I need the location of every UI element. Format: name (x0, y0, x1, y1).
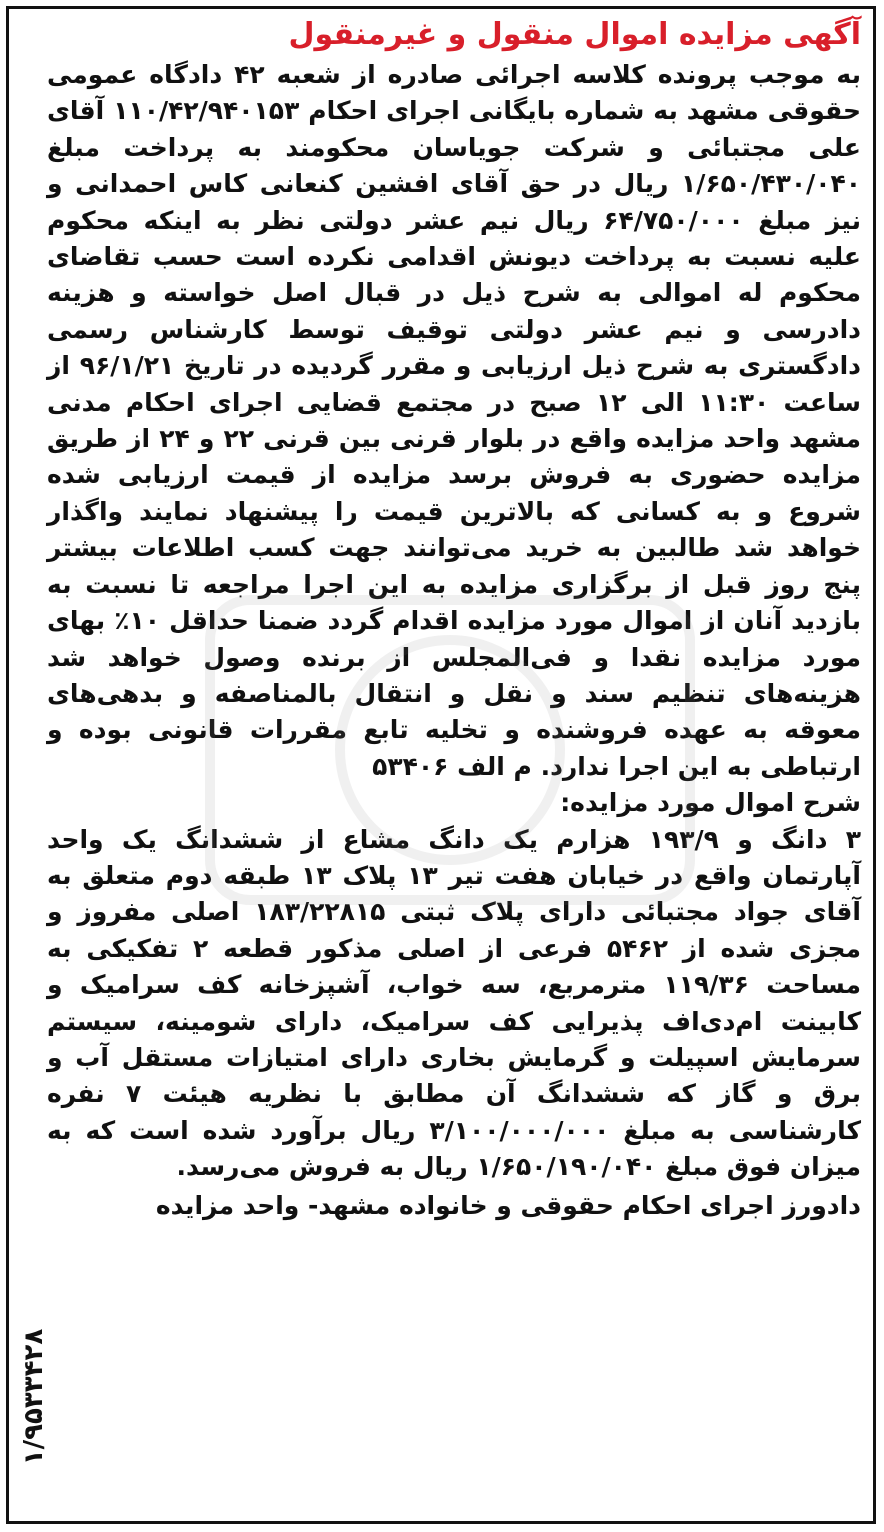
notice-frame (6, 6, 876, 1524)
notice-signature: دادورز اجرای احکام حقوقی و خانواده مشهد- واحد مزایده (155, 1190, 861, 1220)
notice-content (47, 13, 861, 1517)
notice-body: به موجب پرونده کلاسه اجرائی صادره از شعبه ۴۲ دادگاه عمومی حقوقی مشهد به شماره بایگانی اجرای احکام ۱۱۰/۴۲/۹۴۰۱۵۳ آقای علی مجتبائی و شرکت جویاسان محکومند به پرداخت مبلغ ۱/۶۵۰/۴۳۰/۰۴۰ ریال در حق آقای افشین کنعانی کاس احمدانی و نیز مبلغ ۶۴/۷۵۰/۰۰۰ ریال نیم عشر دولتی نظر به اینکه محکوم علیه نسبت به پرداخت دیونش اقدامی نکرده است حسب تقاضای محکوم له اموالی به شرح ذیل در قبال اصل خواسته و هزینه دادرسی و نیم عشر دولتی توقیف توسط کارشناس رسمی دادگستری به شرح ذیل ارزیابی و مقرر گردیده در تاریخ ۹۶/۱/۲۱ از ساعت ۱۱:۳۰ الی ۱۲ صبح در مجتمع قضایی اجرای احکام مدنی مشهد واحد مزایده واقع در بلوار قرنی بین قرنی ۲۲ و ۲۴ از طریق مزایده حضوری به فروش برسد مزایده از قیمت ارزیابی شده شروع و به کسانی که بالاترین قیمت را پیشنهاد نمایند واگذار خواهد شد طالبین به خرید می‌توانند جهت کسب اطلاعات بیشتر پنج روز قبل از برگزاری مزایده به این اجرا مراجعه تا نسبت به بازدید آنان از اموال مورد مزایده اقدام گردد ضمنا حداقل ۱۰٪ بهای مورد مزایده نقدا و فی‌المجلس از برنده وصول خواهد شد هزینه‌های تنظیم سند و نقل و انتقال بالمناصفه و بدهی‌های معوقه به عهده فروشنده و تخلیه تابع مقررات قانونی بوده و ارتباطی به این اجرا ندارد. م الف ۵۳۴۰۶ (47, 60, 862, 781)
side-code (19, 1287, 49, 1507)
items-heading: شرح اموال مورد مزایده: (560, 788, 861, 818)
items-description: ۳ دانگ و ۱۹۳/۹ هزارم یک دانگ مشاع از ششدانگ یک واحد آپارتمان واقع در خیابان هفت تیر ۱۳ پلاک ۱۳ طبقه دوم متعلق به آقای جواد مجتبائی دارای پلاک ثبتی ۱۸۳/۲۲۸۱۵ اصلی مفروز و مجزی شده از ۵۴۶۲ فرعی از اصلی مذکور قطعه ۲ تفکیکی به مساحت ۱۱۹/۳۶ مترمربع، سه خواب، آشپزخانه کف سرامیک و کابینت ام‌دی‌اف پذیرایی کف سرامیک، دارای شومینه، سیستم سرمایش اسپیلت و گرمایش بخاری دارای امتیازات مستقل آب و برق و گاز که ششدانگ آن مطابق با نظریه هیئت ۷ نفره کارشناسی به مبلغ ۳/۱۰۰/۰۰۰/۰۰۰ ریال برآورد شده است که به میزان فوق مبلغ ۱/۶۵۰/۱۹۰/۰۴۰ ریال به فروش می‌رسد. (47, 824, 862, 1182)
notice-title: آگهی مزایده اموال منقول و غیرمنقول (288, 17, 861, 52)
side-code-text: ۱/۹۵۳۳۴۲۸ (19, 1328, 50, 1466)
